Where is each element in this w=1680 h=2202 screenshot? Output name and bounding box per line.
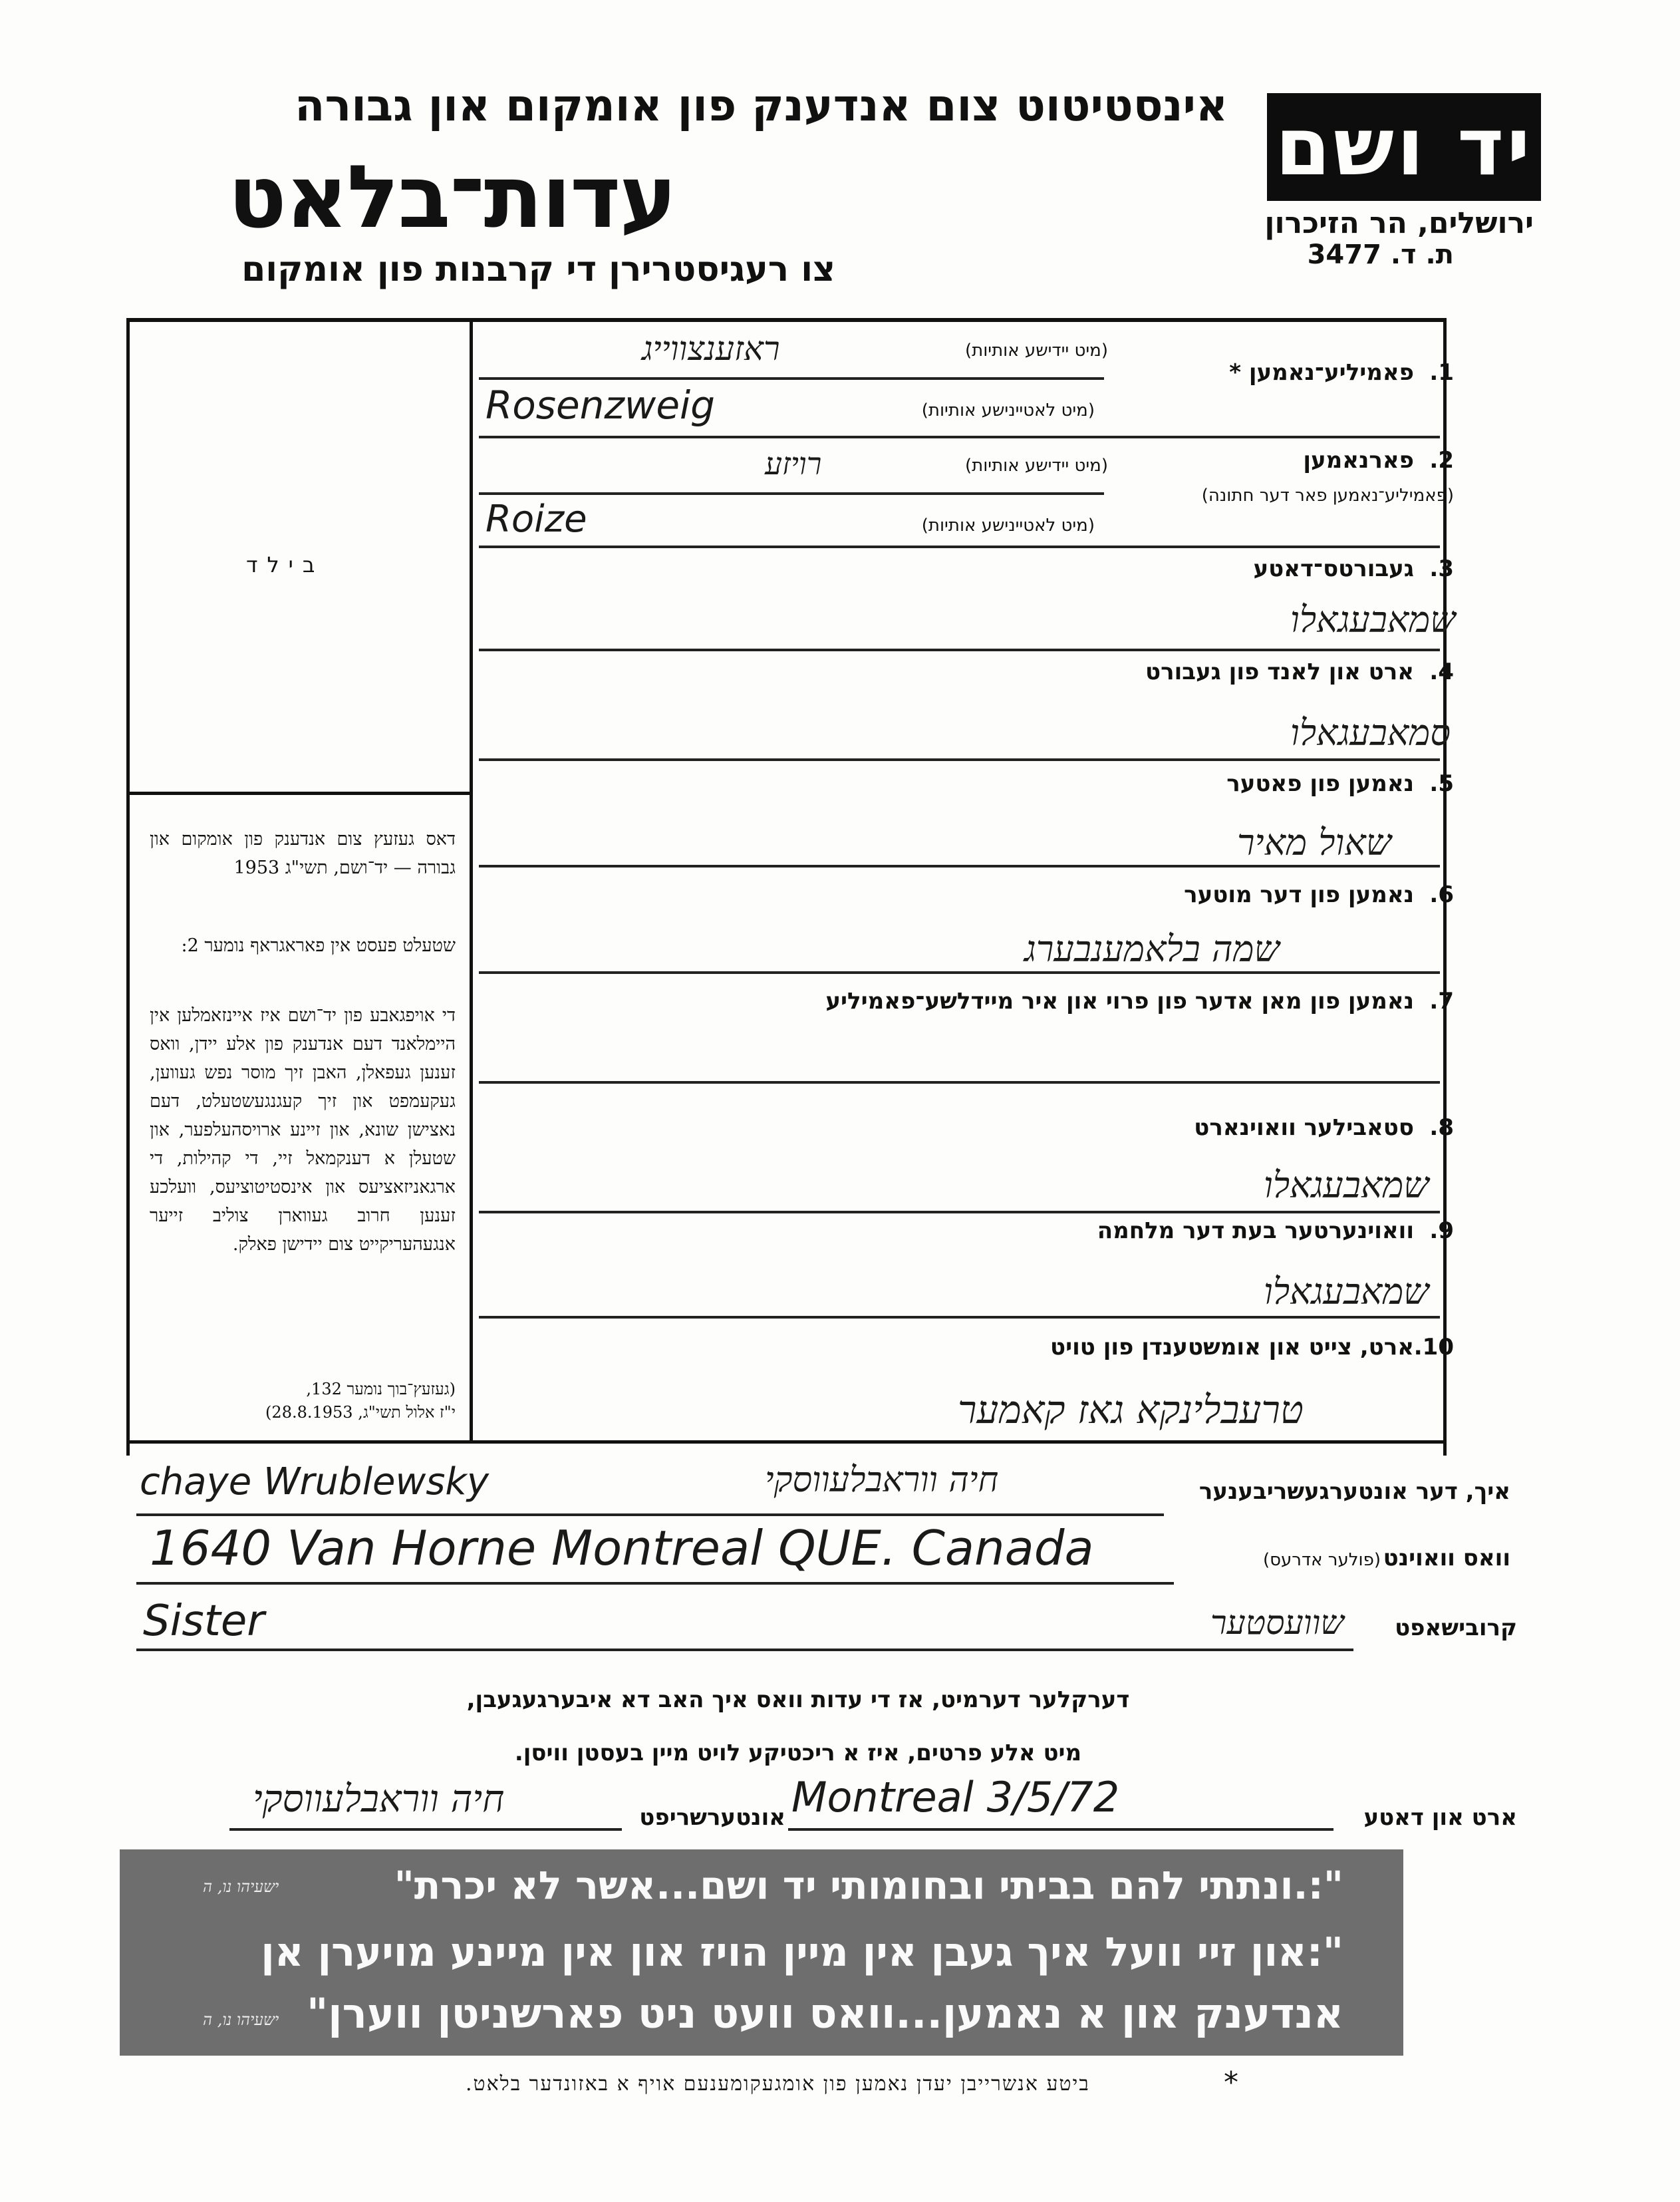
- field-1-latin-hint: (מיט לאטיינישע אותיות): [921, 400, 1095, 420]
- relation-line: [136, 1649, 1353, 1651]
- field-2-yiddish-value[interactable]: רויזע: [765, 446, 822, 482]
- field-5-line: [479, 865, 1440, 867]
- address-label: וואס וואוינט: [1383, 1545, 1510, 1571]
- address-line: [136, 1582, 1174, 1585]
- banner-line-1: ":.ונתתי להם בביתי ובחומותי יד ושם...אשר לא יכרת": [394, 1863, 1343, 1908]
- field-2-latin-hint: (מיט לאטיינישע אותיות): [921, 516, 1095, 536]
- photo-label: בילד: [246, 552, 325, 577]
- field-2-yiddish-hint: (מיט יידישע אותיות): [964, 456, 1108, 476]
- field-2-number: 2.: [1429, 447, 1454, 474]
- field-4-label: ארט און לאנד פון געבורט: [1145, 659, 1414, 685]
- field-3-number: 3.: [1429, 555, 1454, 582]
- law-citation-1: (געזעץ־בוך נומער 132,: [306, 1380, 456, 1398]
- field-2-extra: (פאמיליע־נאמען פאר דער חתונה): [1201, 486, 1454, 506]
- place-date-line: [788, 1828, 1333, 1831]
- field-9-label: וואוינערטער בעת דער מלחמה: [1097, 1217, 1414, 1244]
- form-subtitle: צו רעגיסטרירן די קרבנות פון אומקום: [241, 249, 835, 289]
- field-10-value[interactable]: טרעבלינקא גאז קאמער: [958, 1387, 1304, 1432]
- field-5-label: נאמען פון פאטער: [1226, 770, 1414, 797]
- field-2-latin-value[interactable]: Roize: [486, 498, 587, 541]
- field-10-label: ארט, צייט און אומשטענדן פון טויט: [1050, 1334, 1414, 1360]
- field-1-yiddish-value[interactable]: ראזענצווייג: [642, 329, 780, 368]
- banner-ref-2: ישעיהו נו, ה: [203, 2010, 279, 2029]
- law-text: דאס געזעץ צום אנדענק פון אומקום און גבורה — יד־ושם, תשי"ג 1953: [150, 829, 456, 878]
- address-line-2: ת. ד. 3477: [1307, 239, 1454, 270]
- field-2-line-b: [479, 546, 1440, 548]
- field-1-latin-value[interactable]: Rosenzweig: [486, 383, 715, 428]
- field-1-yiddish-hint: (מיט יידישע אותיות): [964, 341, 1108, 361]
- field-5-value[interactable]: שאול מאיר: [1237, 822, 1391, 864]
- field-8-line: [479, 1211, 1440, 1213]
- field-5-number: 5.: [1429, 770, 1454, 797]
- field-4-number: 4.: [1429, 659, 1454, 685]
- field-6-number: 6.: [1429, 881, 1454, 908]
- field-6-value[interactable]: שמה בלאמענבערג: [1024, 928, 1280, 970]
- field-8-label: סטאבילער וואוינארט: [1194, 1114, 1414, 1141]
- institute-title: אינסטיטוט צום אנדענק פון אומקום און גבורה: [295, 80, 1228, 131]
- witness-label: איך, דער אונטערגעשריבענער: [1198, 1478, 1510, 1505]
- field-3-line: [479, 649, 1440, 651]
- address-hint: (פולער אדרעס): [1263, 1550, 1381, 1570]
- place-date-value[interactable]: Montreal 3/5/72: [791, 1773, 1120, 1821]
- field-2-line-a: [479, 492, 1104, 495]
- field-8-value[interactable]: שמאבעגאלו: [1264, 1164, 1429, 1206]
- relation-label: קרובישאפט: [1395, 1615, 1517, 1641]
- field-7-line: [479, 1081, 1440, 1084]
- form-frame-top: [126, 318, 1447, 322]
- footnote-marker: *: [1224, 2066, 1238, 2100]
- field-7-number: 7.: [1429, 988, 1454, 1015]
- form-frame-left: [126, 318, 130, 1456]
- field-6-label: נאמען פון דער מוטער: [1184, 881, 1414, 908]
- clause-text: שטעלט פעסט אין פאראגראף נומער 2:: [181, 935, 456, 956]
- signature-label: אונטערשריפט: [639, 1804, 785, 1831]
- field-1-line-b: [479, 436, 1440, 438]
- field-1-label: פאמיליע־נאמען *: [1229, 359, 1414, 386]
- field-10-number: 10.: [1413, 1334, 1454, 1360]
- address-line-1: ירושלים, הר הזיכרון: [1264, 206, 1534, 240]
- law-body-text: די אויפגאבע פון יד־ושם איז איינזאמלען אין היימלאנד דעם אנדענק פון אלע יידן, וואס זענען געפאלן, האבן זיך מוסר נפש געווען, געקעמפט און זיך קעגנגעשטעלט, דעם נאצישן שונא, און זיינע ארויסהעלפער, און שטעלן א דענקמאל זיי, די קהילות, די ארגאניזאציעס און אינסטיטוציעס, וועלכע זענען חרוב געווארן צוליב זייער אנגעהעריקייט צום יידישן פאלק.: [150, 1005, 456, 1255]
- field-4-line: [479, 758, 1440, 761]
- witness-name-latin[interactable]: chaye Wrublewsky: [140, 1460, 489, 1503]
- field-2-label: פארנאמען: [1303, 447, 1414, 474]
- form-frame-bottom: [126, 1440, 1447, 1444]
- law-citation-2: י"ז אלול תשי"ג, 28.8.1953): [265, 1403, 456, 1422]
- relation-yiddish[interactable]: שוועסטער: [1210, 1603, 1344, 1642]
- field-8-number: 8.: [1429, 1114, 1454, 1141]
- signature-value[interactable]: חיה ווראבלעווסקי: [253, 1778, 505, 1821]
- witness-name-line: [136, 1513, 1164, 1516]
- banner-line-2: ":און זיי וועל איך געבן אין מיין הויז און אין מיינע מויערן אן: [261, 1929, 1343, 1976]
- photo-box-border: [126, 792, 470, 795]
- field-1-line-a: [479, 377, 1104, 380]
- banner-line-3: אנדענק און א נאמען...וואס וועט ניט פארשניטן ווערן": [306, 1989, 1343, 2038]
- logo-text: יד ושם: [1275, 100, 1533, 194]
- witness-name-yiddish[interactable]: חיה ווראבלעווסקי: [765, 1460, 999, 1500]
- field-9-value[interactable]: שמאבעגאלו: [1264, 1271, 1429, 1313]
- quote-banner: [120, 1849, 1403, 2056]
- yad-vashem-logo: [1267, 93, 1541, 201]
- address-value[interactable]: 1640 Van Horne Montreal QUE. Canada: [150, 1520, 1094, 1576]
- field-3-value[interactable]: שמאבעגאלו: [1290, 599, 1456, 641]
- signature-line: [229, 1828, 622, 1831]
- declaration-line-1: דערקלער דערמיט, אז די עדות וואס איך האב דא איבערגעגעבן,: [466, 1686, 1130, 1713]
- place-date-label: ארט און דאטע: [1363, 1804, 1517, 1831]
- column-divider: [470, 318, 473, 1442]
- banner-ref-1: ישעיהו נו, ה: [203, 1877, 279, 1896]
- relation-latin[interactable]: Sister: [143, 1597, 265, 1646]
- field-9-number: 9.: [1429, 1217, 1454, 1244]
- footnote-text: ביטע אנשרייבן יעדן נאמען פון אומגעקומענעם אויף א באזונדער בלאט.: [466, 2072, 1090, 2096]
- field-1-number: 1.: [1429, 359, 1454, 386]
- declaration-line-2: מיט אלע פרטים, איז א ריכטיקע לויט מיין בעסטן וויסן.: [514, 1740, 1082, 1766]
- field-9-line: [479, 1316, 1440, 1319]
- field-4-value[interactable]: סמאבעגאלו: [1290, 712, 1451, 754]
- field-3-label: געבורטס־דאטע: [1253, 555, 1414, 582]
- form-title: עדות־בלאט: [227, 146, 676, 247]
- field-6-line: [479, 971, 1440, 974]
- field-7-label: נאמען פון מאן אדער פון פרוי און איר מיידלשע־פאמיליע: [825, 988, 1414, 1015]
